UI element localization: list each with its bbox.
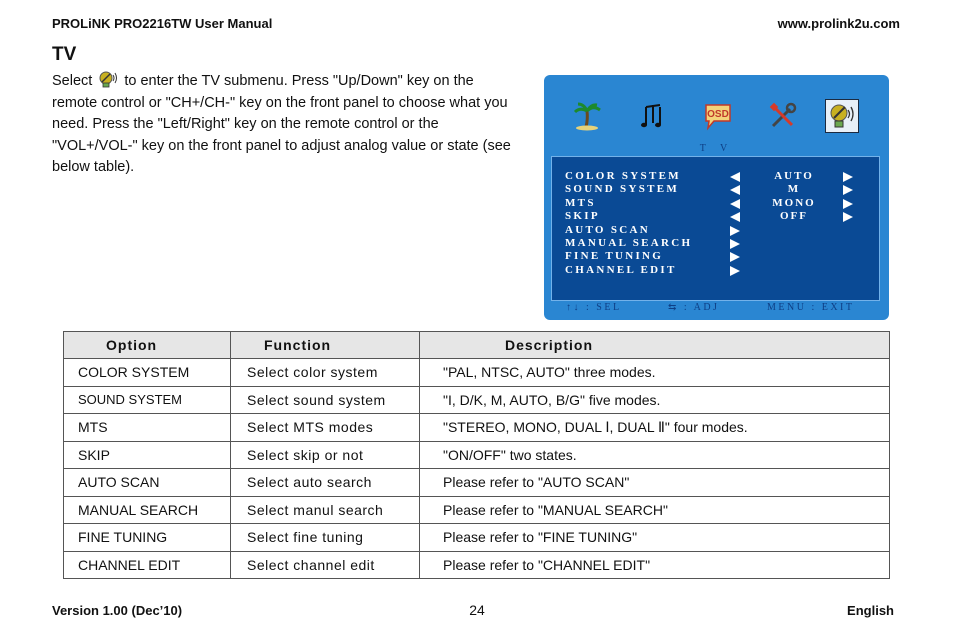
table-row <box>64 496 890 524</box>
osd-menu-item-label[interactable]: FINE TUNING <box>565 250 664 263</box>
footer-language: English <box>847 603 894 618</box>
function-cell: Select fine tuning <box>231 524 420 552</box>
section-title: TV <box>52 44 77 65</box>
table-header-option: Option <box>64 332 231 359</box>
osd-footer-sel: ↑↓ : SEL <box>566 302 622 313</box>
footer-version: Version 1.00 (Dec’10) <box>52 603 183 618</box>
table-body <box>64 359 890 579</box>
left-arrow-icon <box>730 172 740 182</box>
osd-submenu-panel <box>551 156 880 301</box>
osd-menu-item-label[interactable]: MANUAL SEARCH <box>565 237 693 249</box>
osd-menu-item-label[interactable]: AUTO SCAN <box>565 223 650 236</box>
tv-satellite-icon <box>825 99 859 133</box>
function-cell: Select MTS modes <box>231 414 420 442</box>
osd-menu-item-label[interactable]: CHANNEL EDIT <box>565 263 677 276</box>
left-right-arrows-icon: ⇆ <box>668 302 679 313</box>
osd-menu <box>544 75 889 320</box>
intro-text-after: to enter the TV submenu. Press "Up/Down" key on the remote control or "CH+/CH-" key on the front panel to choose what you need. Press the "Left/Right" key on the remote control or the "VOL+/VOL-" key on the front panel to adjust analog value or state (see below table). <box>52 73 511 176</box>
osd-menu-item-label[interactable]: COLOR SYSTEM <box>565 170 681 182</box>
osd-menu-item-value: AUTO <box>774 170 814 182</box>
function-cell: Select skip or not <box>231 441 420 469</box>
left-arrow-icon <box>730 185 740 195</box>
description-cell: Please refer to "CHANNEL EDIT" <box>420 551 890 579</box>
option-cell: AUTO SCAN <box>64 469 231 497</box>
description-cell: "ON/OFF" two states. <box>420 441 890 469</box>
table-row <box>64 386 890 414</box>
right-arrow-icon <box>843 212 853 222</box>
music-notes-icon <box>636 99 670 133</box>
table-row <box>64 469 890 497</box>
osd-menu-item-label[interactable]: SOUND SYSTEM <box>565 183 680 196</box>
function-cell: Select manul search <box>231 496 420 524</box>
description-cell: Please refer to "AUTO SCAN" <box>420 469 890 497</box>
osd-menu-item-value: OFF <box>780 210 808 223</box>
description-cell: "STEREO, MONO, DUAL Ⅰ, DUAL Ⅱ" four modes. <box>420 414 890 442</box>
header-left-title: PROLiNK PRO2216TW User Manual <box>52 16 273 31</box>
function-cell: Select color system <box>231 359 420 387</box>
table-header-row <box>64 332 890 359</box>
description-cell: "I, D/K, M, AUTO, B/G" five modes. <box>420 386 890 414</box>
right-arrow-icon <box>730 226 740 236</box>
osd-icon-text: OSD <box>707 109 729 120</box>
osd-footer-adj: ⇆ : ADJ <box>668 302 720 313</box>
tv-options-table <box>63 331 890 579</box>
osd-tab-label: T V <box>699 143 734 154</box>
osd-menu-item-label[interactable]: MTS <box>565 196 596 209</box>
osd-menu-item-value: MONO <box>772 196 816 209</box>
right-arrow-icon <box>730 252 740 262</box>
intro-text-before: Select <box>52 73 93 89</box>
left-arrow-icon <box>730 199 740 209</box>
left-arrow-icon <box>730 212 740 222</box>
table-row <box>64 414 890 442</box>
header-website: www.prolink2u.com <box>777 16 900 31</box>
table-row <box>64 524 890 552</box>
osd-footer-exit: MENU : EXIT <box>767 302 855 313</box>
tv-satellite-icon <box>98 70 118 88</box>
up-down-arrows-icon: ↑↓ <box>566 302 581 313</box>
description-cell: Please refer to "FINE TUNING" <box>420 524 890 552</box>
function-cell: Select auto search <box>231 469 420 497</box>
option-cell: SKIP <box>64 441 231 469</box>
table-header-description: Description <box>420 332 890 359</box>
palm-tree-icon <box>571 99 605 133</box>
page-number: 24 <box>469 602 485 618</box>
option-cell: COLOR SYSTEM <box>64 359 231 387</box>
right-arrow-icon <box>730 239 740 249</box>
option-cell: FINE TUNING <box>64 524 231 552</box>
description-cell: Please refer to "MANUAL SEARCH" <box>420 496 890 524</box>
intro-paragraph <box>52 70 522 179</box>
table-row <box>64 359 890 387</box>
right-arrow-icon <box>730 266 740 276</box>
option-cell: MANUAL SEARCH <box>64 496 231 524</box>
option-cell: SOUND SYSTEM <box>64 386 231 414</box>
table-row <box>64 441 890 469</box>
right-arrow-icon <box>843 185 853 195</box>
tools-icon <box>766 99 800 133</box>
right-arrow-icon <box>843 199 853 209</box>
osd-menu-item-value: M <box>787 183 801 196</box>
right-arrow-icon <box>843 172 853 182</box>
function-cell: Select sound system <box>231 386 420 414</box>
option-cell: CHANNEL EDIT <box>64 551 231 579</box>
table-row <box>64 551 890 579</box>
option-cell: MTS <box>64 414 231 442</box>
osd-icon <box>701 99 735 133</box>
table-header-function: Function <box>231 332 420 359</box>
osd-menu-item-label[interactable]: SKIP <box>565 210 600 223</box>
description-cell: "PAL, NTSC, AUTO" three modes. <box>420 359 890 387</box>
function-cell: Select channel edit <box>231 551 420 579</box>
